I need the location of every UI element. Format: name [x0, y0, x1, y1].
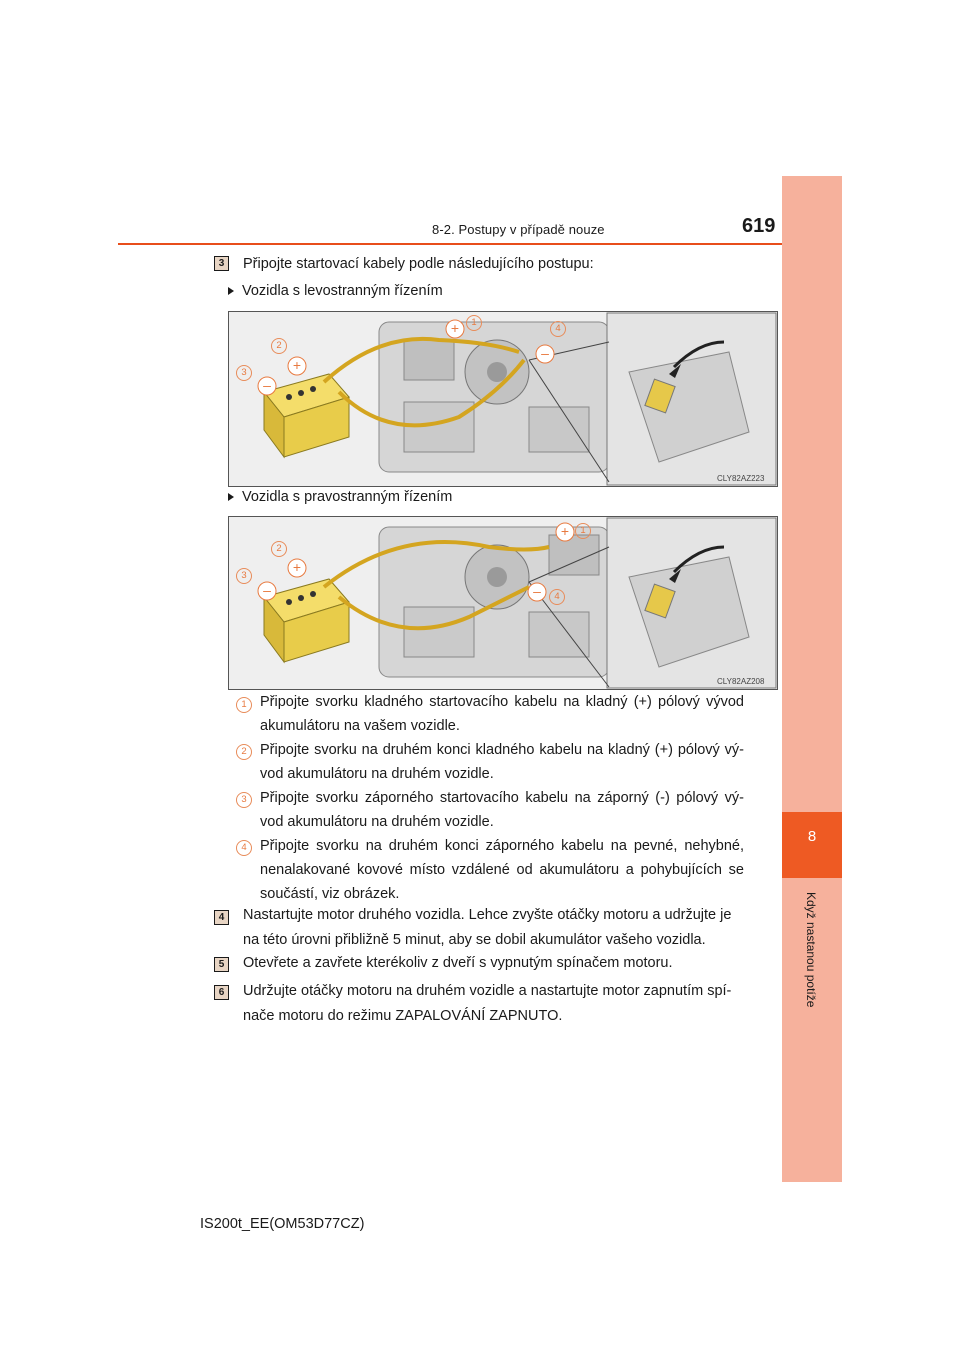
text-line: Připojte svorku na druhém konci kladného kabelu na kladný (+) pólový vý-: [260, 742, 744, 758]
chapter-number-box: [782, 812, 842, 878]
text-line: na této úrovni přibližně 5 minut, aby se dobil akumulátor vašeho vozidla.: [243, 932, 706, 948]
text-line: Připojte svorku na druhém konci záporného kabelu na pevné, nehybné,: [260, 838, 744, 854]
callout-3: 3: [236, 568, 252, 584]
document-code: IS200t_EE(OM53D77CZ): [200, 1216, 365, 1232]
text-line: nenalakované kovové místo vzdálené od akumulátoru a pohybujících se: [260, 862, 744, 878]
callout-3: 3: [236, 365, 252, 381]
bullet-triangle-icon: [228, 287, 234, 295]
step-text: Připojte startovací kabely podle následujícího postupu:: [243, 256, 594, 272]
sub-step-text: [260, 786, 744, 834]
engine-figure-right-hand-drive: [228, 516, 778, 690]
svg-text:+: +: [292, 357, 302, 373]
svg-text:+: +: [560, 523, 570, 539]
sub-step-text: [260, 738, 744, 786]
figure-caption: [228, 283, 443, 299]
figure-caption: [228, 489, 452, 505]
text-line: součástí, viz obrázek.: [260, 886, 400, 902]
text-line: Připojte svorku záporného startovacího kabelu na záporný (-) pólový vý-: [260, 790, 744, 806]
step-text: [243, 979, 745, 1029]
callout-4: 4: [550, 321, 566, 337]
callout-1: 1: [466, 315, 482, 331]
text-line: vod akumulátoru na druhém vozidle.: [260, 814, 494, 830]
figure-code: CLY82AZ208: [717, 677, 765, 686]
engine-figure-left-hand-drive: [228, 311, 778, 487]
text-line: Připojte svorku kladného startovacího kabelu na kladný (+) pólový vývod: [260, 694, 744, 710]
text-line: nače motoru do režimu ZAPALOVÁNÍ ZAPNUTO.: [243, 1008, 563, 1024]
sub-step-text: [260, 834, 744, 906]
chapter-title: Když nastanou potíže: [804, 892, 818, 1008]
header-rule: [118, 243, 782, 245]
figure-caption-text: Vozidla s levostranným řízením: [242, 283, 443, 299]
step-number-badge: 6: [214, 985, 229, 1000]
sub-step-text: [260, 690, 744, 738]
step-number-badge: 5: [214, 957, 229, 972]
section-title: 8-2. Postupy v případě nouze: [432, 222, 605, 237]
text-line: Udržujte otáčky motoru na druhém vozidle a nastartujte motor zapnutím spí-: [243, 983, 732, 999]
sub-step-badge: 1: [236, 697, 252, 713]
figure-caption-text: Vozidla s pravostranným řízením: [242, 489, 453, 505]
svg-text:–: –: [533, 583, 541, 599]
svg-text:–: –: [263, 377, 271, 393]
callout-2: 2: [271, 338, 287, 354]
engine-illustration: [229, 517, 777, 689]
svg-text:–: –: [263, 582, 271, 598]
sub-step-badge: 4: [236, 840, 252, 856]
step-number-badge: 3: [214, 256, 229, 271]
step-text: Otevřete a zavřete kterékoliv z dveří s vypnutým spínačem motoru.: [243, 955, 673, 971]
callout-2: 2: [271, 541, 287, 557]
page-number: 619: [742, 215, 776, 237]
text-line: vod akumulátoru na druhém vozidle.: [260, 766, 494, 782]
figure-code: CLY82AZ223: [717, 474, 765, 483]
svg-text:–: –: [541, 345, 549, 361]
sub-step-badge: 2: [236, 744, 252, 760]
text-line: akumulátoru na vašem vozidle.: [260, 718, 460, 734]
step-text: [243, 903, 745, 953]
sub-step-badge: 3: [236, 792, 252, 808]
svg-text:+: +: [292, 559, 302, 575]
text-line: Nastartujte motor druhého vozidla. Lehce zvyšte otáčky motoru a udržujte je: [243, 907, 732, 923]
chapter-side-tab: [782, 176, 842, 1182]
step-number-badge: 4: [214, 910, 229, 925]
callout-4: 4: [549, 589, 565, 605]
engine-illustration: [229, 312, 777, 486]
svg-text:+: +: [450, 320, 460, 336]
callout-1: 1: [575, 523, 591, 539]
bullet-triangle-icon: [228, 493, 234, 501]
chapter-number: 8: [807, 828, 817, 845]
